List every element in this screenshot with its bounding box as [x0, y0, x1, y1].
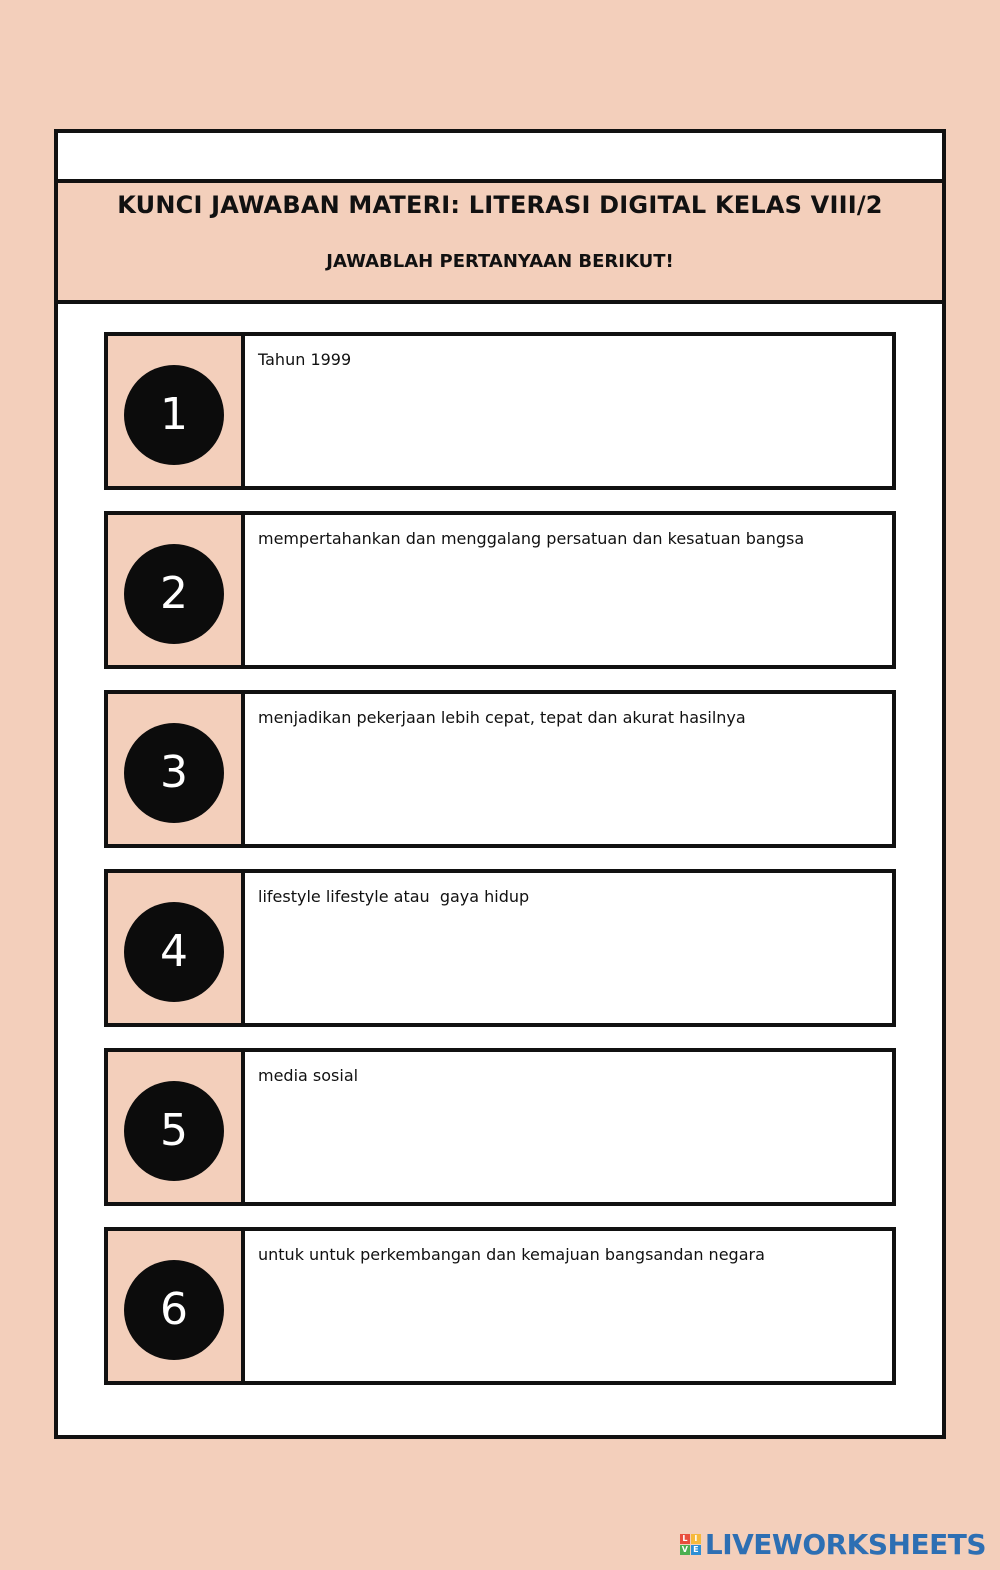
worksheet-sheet: [54, 129, 946, 1439]
number-cell: [108, 336, 245, 486]
number-badge: 4: [124, 902, 224, 1002]
number-cell: [108, 1231, 245, 1381]
number-badge: 2: [124, 544, 224, 644]
answer-row-2: [104, 511, 896, 669]
liveworksheets-logo[interactable]: [680, 1527, 986, 1561]
brand-icon: [680, 1534, 701, 1555]
answer-field[interactable]: lifestyle lifestyle atau gaya hidup: [258, 887, 530, 906]
number-badge: 3: [124, 723, 224, 823]
number-cell: [108, 694, 245, 844]
answer-row-4: [104, 869, 896, 1027]
answer-field[interactable]: untuk untuk perkembangan dan kemajuan bangsandan negara: [258, 1245, 765, 1264]
page-title: KUNCI JAWABAN MATERI: LITERASI DIGITAL KELAS VIII/2: [117, 191, 883, 219]
page-subtitle: JAWABLAH PERTANYAAN BERIKUT!: [326, 251, 674, 272]
brand-name: LIVEWORKSHEETS: [704, 1527, 986, 1561]
answer-row-1: [104, 332, 896, 490]
brand-letter: V: [681, 1544, 688, 1554]
answer-row-3: [104, 690, 896, 848]
number-badge: 1: [124, 365, 224, 465]
header-band: [58, 183, 942, 304]
brand-letter: L: [680, 1534, 690, 1544]
number-badge: 5: [124, 1081, 224, 1181]
answer-row-6: [104, 1227, 896, 1385]
number-cell: [108, 873, 245, 1023]
answer-field[interactable]: Tahun 1999: [258, 350, 352, 369]
number-cell: [108, 1052, 245, 1202]
number-cell: [108, 515, 245, 665]
number-badge: 6: [124, 1260, 224, 1360]
answer-field[interactable]: mempertahankan dan menggalang persatuan dan kesatuan bangsa: [258, 529, 805, 548]
answer-row-5: [104, 1048, 896, 1206]
brand-letter: I: [691, 1534, 701, 1544]
answer-field[interactable]: media sosial: [258, 1066, 359, 1085]
answer-field[interactable]: menjadikan pekerjaan lebih cepat, tepat dan akurat hasilnya: [258, 708, 746, 727]
top-strip: [58, 133, 942, 183]
brand-letter: E: [691, 1545, 701, 1555]
